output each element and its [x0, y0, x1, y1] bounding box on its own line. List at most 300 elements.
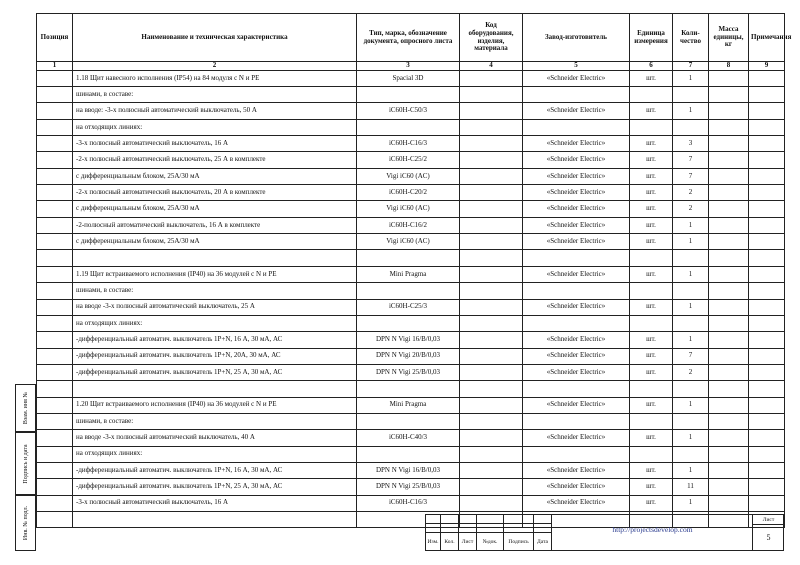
cell-mass — [709, 87, 749, 103]
title-block-grid-cell — [441, 524, 459, 533]
cell-code — [460, 234, 523, 250]
cell-maker: «Schneider Electric» — [523, 266, 630, 282]
cell-code — [460, 103, 523, 119]
cell-maker: «Schneider Electric» — [523, 397, 630, 413]
cell-name: на вводе: -3-х полюсный автоматический выключатель, 50 А — [73, 103, 357, 119]
cell-notes — [749, 381, 785, 397]
table-row — [37, 201, 785, 217]
cell-name: -3-х полюсный автоматический выключатель, 16 А — [73, 495, 357, 511]
stamp-replace-inv-label: Взам. инв № — [22, 391, 29, 425]
table-row — [37, 136, 785, 152]
cell-type — [357, 283, 460, 299]
stamp-sign-date — [15, 432, 36, 495]
cell-maker: «Schneider Electric» — [523, 201, 630, 217]
cell-mass — [709, 397, 749, 413]
cell-maker: «Schneider Electric» — [523, 332, 630, 348]
cell-mass — [709, 332, 749, 348]
cell-name — [73, 381, 357, 397]
cell-unit: шт. — [630, 70, 673, 86]
cell-qty: 3 — [673, 136, 709, 152]
cell-maker: «Schneider Electric» — [523, 462, 630, 478]
cell-unit — [630, 283, 673, 299]
cell-notes — [749, 217, 785, 233]
cell-maker: «Schneider Electric» — [523, 299, 630, 315]
cell-unit: шт. — [630, 364, 673, 380]
label-date: Дата — [534, 533, 552, 551]
cell-unit: шт. — [630, 348, 673, 364]
cell-unit — [630, 250, 673, 266]
cell-unit — [630, 413, 673, 429]
cell-qty — [673, 250, 709, 266]
cell-position — [37, 348, 73, 364]
cell-position — [37, 430, 73, 446]
cell-type: Spacial 3D — [357, 70, 460, 86]
cell-code — [460, 136, 523, 152]
cell-position — [37, 332, 73, 348]
cell-type: DPN N Vigi 16/B/0,03 — [357, 462, 460, 478]
cell-code — [460, 446, 523, 462]
cell-qty — [673, 283, 709, 299]
cell-position — [37, 315, 73, 331]
cell-maker — [523, 413, 630, 429]
table-row — [37, 364, 785, 380]
cell-position — [37, 103, 73, 119]
table-row — [37, 299, 785, 315]
stamp-replace-inv — [15, 384, 36, 432]
col-number: 5 — [523, 62, 630, 71]
cell-notes — [749, 430, 785, 446]
cell-qty — [673, 119, 709, 135]
table-row — [37, 446, 785, 462]
cell-code — [460, 462, 523, 478]
cell-qty: 1 — [673, 332, 709, 348]
title-block — [425, 514, 784, 551]
cell-name: на вводе -3-х полюсный автоматический выключатель, 25 А — [73, 299, 357, 315]
col-number: 7 — [673, 62, 709, 71]
cell-qty — [673, 446, 709, 462]
cell-position — [37, 462, 73, 478]
cell-maker: «Schneider Electric» — [523, 168, 630, 184]
cell-mass — [709, 185, 749, 201]
cell-mass — [709, 234, 749, 250]
cell-notes — [749, 168, 785, 184]
cell-name: -дифференциальный автоматич. выключатель 1P+N, 25 А, 30 мА, АС — [73, 479, 357, 495]
cell-unit: шт. — [630, 430, 673, 446]
cell-code — [460, 315, 523, 331]
table-row — [37, 168, 785, 184]
sheet-label: Лист — [753, 515, 784, 525]
table-row — [37, 70, 785, 86]
cell-type — [357, 119, 460, 135]
cell-name: с дифференциальным блоком, 25А/30 мА — [73, 168, 357, 184]
title-block-grid-cell — [459, 524, 477, 533]
cell-type: iC60H-C50/3 — [357, 103, 460, 119]
cell-position — [37, 283, 73, 299]
cell-qty: 2 — [673, 364, 709, 380]
cell-mass — [709, 283, 749, 299]
cell-type — [357, 381, 460, 397]
cell-type: iC60H-C40/3 — [357, 430, 460, 446]
cell-notes — [749, 234, 785, 250]
cell-maker: «Schneider Electric» — [523, 234, 630, 250]
cell-name: с дифференциальным блоком, 25А/30 мА — [73, 201, 357, 217]
cell-type: DPN N Vigi 16/B/0,03 — [357, 332, 460, 348]
cell-maker — [523, 446, 630, 462]
cell-notes — [749, 332, 785, 348]
cell-notes — [749, 185, 785, 201]
cell-name: 1.18 Щит навесного исполнения (IP54) на 84 модуля с N и PE — [73, 70, 357, 86]
cell-position — [37, 119, 73, 135]
cell-qty: 1 — [673, 430, 709, 446]
cell-code — [460, 364, 523, 380]
cell-maker — [523, 119, 630, 135]
cell-code — [460, 217, 523, 233]
cell-code — [460, 397, 523, 413]
title-block-grid-cell — [477, 515, 504, 524]
cell-name: 1.19 Щит встраиваемого исполнения (IP40) на 36 модулей с N и PE — [73, 266, 357, 282]
cell-unit: шт. — [630, 185, 673, 201]
cell-type: Vigi iC60 (AC) — [357, 234, 460, 250]
table-row — [37, 315, 785, 331]
cell-name: -3-х полюсный автоматический выключатель, 16 А — [73, 136, 357, 152]
cell-code — [460, 87, 523, 103]
cell-unit: шт. — [630, 217, 673, 233]
cell-qty: 1 — [673, 234, 709, 250]
cell-position — [37, 250, 73, 266]
cell-qty: 1 — [673, 397, 709, 413]
cell-type: iC60H-C16/3 — [357, 495, 460, 511]
table-row — [37, 430, 785, 446]
specification-body — [37, 70, 785, 528]
cell-code — [460, 266, 523, 282]
cell-position — [37, 511, 73, 527]
title-block-grid-cell — [534, 515, 552, 524]
cell-notes — [749, 136, 785, 152]
header-row — [37, 14, 785, 62]
cell-position — [37, 299, 73, 315]
cell-type: DPN N Vigi 20/B/0,03 — [357, 348, 460, 364]
cell-code — [460, 381, 523, 397]
cell-mass — [709, 152, 749, 168]
cell-name: -2-х полюсный автоматический выключатель, 25 А в комплекте — [73, 152, 357, 168]
col-number: 3 — [357, 62, 460, 71]
cell-code — [460, 332, 523, 348]
cell-qty — [673, 413, 709, 429]
header-unit: Единица измерения — [630, 14, 673, 62]
cell-code — [460, 430, 523, 446]
cell-code — [460, 201, 523, 217]
cell-qty: 1 — [673, 299, 709, 315]
cell-name: -2-х полюсный автоматический выключатель, 20 А в комплекте — [73, 185, 357, 201]
cell-maker — [523, 381, 630, 397]
cell-type: iC60H-C16/3 — [357, 136, 460, 152]
cell-type: Mini Pragma — [357, 397, 460, 413]
cell-maker: «Schneider Electric» — [523, 479, 630, 495]
table-row — [37, 397, 785, 413]
cell-maker: «Schneider Electric» — [523, 495, 630, 511]
cell-unit: шт. — [630, 234, 673, 250]
cell-type: iC60H-C25/3 — [357, 299, 460, 315]
cell-name: на отходящих линиях: — [73, 315, 357, 331]
cell-name: шинами, в составе: — [73, 87, 357, 103]
cell-unit — [630, 381, 673, 397]
cell-type: Vigi iC60 (AC) — [357, 201, 460, 217]
title-block-grid-cell — [459, 515, 477, 524]
cell-name: на отходящих линиях: — [73, 119, 357, 135]
cell-mass — [709, 250, 749, 266]
table-row — [37, 185, 785, 201]
cell-unit — [630, 446, 673, 462]
cell-mass — [709, 119, 749, 135]
cell-mass — [709, 136, 749, 152]
cell-position — [37, 495, 73, 511]
cell-type: Mini Pragma — [357, 266, 460, 282]
cell-name: -дифференциальный автоматич. выключатель 1P+N, 16 А, 30 мА, АС — [73, 462, 357, 478]
title-block-grid-cell — [426, 524, 441, 533]
cell-code — [460, 479, 523, 495]
cell-qty: 7 — [673, 168, 709, 184]
header-notes: Примечания — [749, 14, 785, 62]
cell-mass — [709, 495, 749, 511]
specification-table — [36, 13, 792, 528]
cell-notes — [749, 364, 785, 380]
col-number: 4 — [460, 62, 523, 71]
cell-type — [357, 413, 460, 429]
cell-unit: шт. — [630, 479, 673, 495]
cell-mass — [709, 446, 749, 462]
cell-mass — [709, 364, 749, 380]
label-sheet: Лист — [459, 533, 477, 551]
cell-unit: шт. — [630, 495, 673, 511]
cell-unit: шт. — [630, 266, 673, 282]
cell-position — [37, 364, 73, 380]
sheet-number: 5 — [766, 533, 771, 542]
table-row — [37, 119, 785, 135]
cell-type — [357, 250, 460, 266]
title-block-grid-cell — [441, 515, 459, 524]
cell-name: шинами, в составе: — [73, 283, 357, 299]
header-qty: Коли-чество — [673, 14, 709, 62]
cell-name: 1.20 Щит встраиваемого исполнения (IP40) на 36 модулей с N и PE — [73, 397, 357, 413]
cell-type: iC60H-C25/2 — [357, 152, 460, 168]
cell-notes — [749, 348, 785, 364]
cell-mass — [709, 348, 749, 364]
cell-position — [37, 234, 73, 250]
cell-type — [357, 87, 460, 103]
cell-notes — [749, 201, 785, 217]
cell-position — [37, 413, 73, 429]
cell-type: DPN N Vigi 25/B/0,03 — [357, 479, 460, 495]
table-row — [37, 462, 785, 478]
label-change: Изм. — [426, 533, 441, 551]
cell-position — [37, 446, 73, 462]
cell-maker: «Schneider Electric» — [523, 430, 630, 446]
cell-name: на отходящих линиях: — [73, 446, 357, 462]
cell-unit: шт. — [630, 397, 673, 413]
cell-notes — [749, 250, 785, 266]
cell-qty: 7 — [673, 152, 709, 168]
cell-position — [37, 136, 73, 152]
cell-maker — [523, 250, 630, 266]
cell-notes — [749, 299, 785, 315]
table-row — [37, 495, 785, 511]
cell-qty: 2 — [673, 185, 709, 201]
cell-name: шинами, в составе: — [73, 413, 357, 429]
cell-type — [357, 315, 460, 331]
table-row — [37, 413, 785, 429]
table-row — [37, 87, 785, 103]
cell-code — [460, 299, 523, 315]
cell-code — [460, 283, 523, 299]
cell-mass — [709, 479, 749, 495]
cell-name — [73, 511, 357, 527]
cell-name: -2-полюсный автоматический выключатель, 16 А в комплекте — [73, 217, 357, 233]
cell-position — [37, 266, 73, 282]
cell-position — [37, 381, 73, 397]
cell-maker: «Schneider Electric» — [523, 152, 630, 168]
cell-position — [37, 87, 73, 103]
label-doc-number: №док. — [477, 533, 504, 551]
stamp-inv-orig-label: Инв. № подл. — [22, 505, 29, 541]
cell-qty: 1 — [673, 462, 709, 478]
cell-maker — [523, 87, 630, 103]
table-row — [37, 332, 785, 348]
cell-qty: 1 — [673, 495, 709, 511]
cell-notes — [749, 152, 785, 168]
cell-qty: 1 — [673, 217, 709, 233]
cell-mass — [709, 413, 749, 429]
cell-unit: шт. — [630, 201, 673, 217]
header-type: Тип, марка, обозначение документа, опросного листа — [357, 14, 460, 62]
cell-code — [460, 250, 523, 266]
cell-notes — [749, 70, 785, 86]
cell-unit — [630, 315, 673, 331]
cell-name: на вводе -3-х полюсный автоматический выключатель, 40 А — [73, 430, 357, 446]
table-row — [37, 348, 785, 364]
cell-mass — [709, 266, 749, 282]
title-block-grid-cell — [534, 524, 552, 533]
cell-unit: шт. — [630, 462, 673, 478]
cell-mass — [709, 168, 749, 184]
cell-notes — [749, 266, 785, 282]
table-row — [37, 217, 785, 233]
cell-code — [460, 168, 523, 184]
column-number-row — [37, 62, 785, 71]
cell-position — [37, 185, 73, 201]
cell-unit: шт. — [630, 332, 673, 348]
title-block-grid-cell — [426, 515, 441, 524]
cell-qty: 2 — [673, 201, 709, 217]
cell-name: -дифференциальный автоматич. выключатель 1P+N, 20А, 30 мА, АС — [73, 348, 357, 364]
col-number: 1 — [37, 62, 73, 71]
cell-position — [37, 70, 73, 86]
cell-type: iC60H-C20/2 — [357, 185, 460, 201]
cell-code — [460, 70, 523, 86]
cell-unit: шт. — [630, 136, 673, 152]
table-row — [37, 479, 785, 495]
cell-mass — [709, 201, 749, 217]
cell-maker: «Schneider Electric» — [523, 185, 630, 201]
cell-notes — [749, 103, 785, 119]
cell-name: с дифференциальным блоком, 25А/30 мА — [73, 234, 357, 250]
cell-notes — [749, 119, 785, 135]
cell-code — [460, 348, 523, 364]
header-maker: Завод-изготовитель — [523, 14, 630, 62]
cell-mass — [709, 103, 749, 119]
cell-qty — [673, 381, 709, 397]
cell-maker: «Schneider Electric» — [523, 364, 630, 380]
cell-position — [37, 479, 73, 495]
cell-notes — [749, 462, 785, 478]
title-block-grid-cell — [504, 524, 534, 533]
cell-notes — [749, 446, 785, 462]
cell-notes — [749, 495, 785, 511]
cell-mass — [709, 381, 749, 397]
header-name: Наименование и техническая характеристика — [73, 14, 357, 62]
cell-maker — [523, 315, 630, 331]
cell-type — [357, 446, 460, 462]
cell-qty — [673, 315, 709, 331]
table-row — [37, 381, 785, 397]
col-number: 8 — [709, 62, 749, 71]
cell-notes — [749, 87, 785, 103]
stamp-sign-date-label: Подпись и дата — [22, 443, 29, 484]
cell-position — [37, 168, 73, 184]
header-code: Код оборудования, изделия, материала — [460, 14, 523, 62]
cell-unit: шт. — [630, 103, 673, 119]
cell-unit: шт. — [630, 168, 673, 184]
title-block-grid-cell — [477, 524, 504, 533]
cell-position — [37, 217, 73, 233]
col-number: 9 — [749, 62, 785, 71]
cell-mass — [709, 430, 749, 446]
cell-unit: шт. — [630, 152, 673, 168]
cell-type: iC60H-C16/2 — [357, 217, 460, 233]
cell-notes — [749, 397, 785, 413]
cell-qty: 1 — [673, 266, 709, 282]
table-row — [37, 250, 785, 266]
cell-qty — [673, 87, 709, 103]
table-row — [37, 266, 785, 282]
table-row — [37, 103, 785, 119]
title-block-grid-cell — [504, 515, 534, 524]
cell-mass — [709, 315, 749, 331]
cell-qty: 11 — [673, 479, 709, 495]
cell-qty: 7 — [673, 348, 709, 364]
cell-code — [460, 413, 523, 429]
cell-name: -дифференциальный автоматич. выключатель 1P+N, 16 А, 30 мА, АС — [73, 332, 357, 348]
cell-code — [460, 495, 523, 511]
cell-qty: 1 — [673, 103, 709, 119]
label-signature: Подпись — [504, 533, 534, 551]
cell-notes — [749, 479, 785, 495]
website-link[interactable]: http://projectsdevelop.com — [612, 525, 693, 534]
cell-unit: шт. — [630, 299, 673, 315]
col-number: 6 — [630, 62, 673, 71]
col-number: 2 — [73, 62, 357, 71]
cell-notes — [749, 283, 785, 299]
cell-mass — [709, 299, 749, 315]
cell-unit — [630, 119, 673, 135]
cell-type: DPN N Vigi 25/B/0,03 — [357, 364, 460, 380]
header-mass: Масса единицы, кг — [709, 14, 749, 62]
cell-maker: «Schneider Electric» — [523, 217, 630, 233]
cell-type: Vigi iC60 (AC) — [357, 168, 460, 184]
cell-notes — [749, 315, 785, 331]
cell-maker: «Schneider Electric» — [523, 70, 630, 86]
cell-position — [37, 397, 73, 413]
table-row — [37, 234, 785, 250]
